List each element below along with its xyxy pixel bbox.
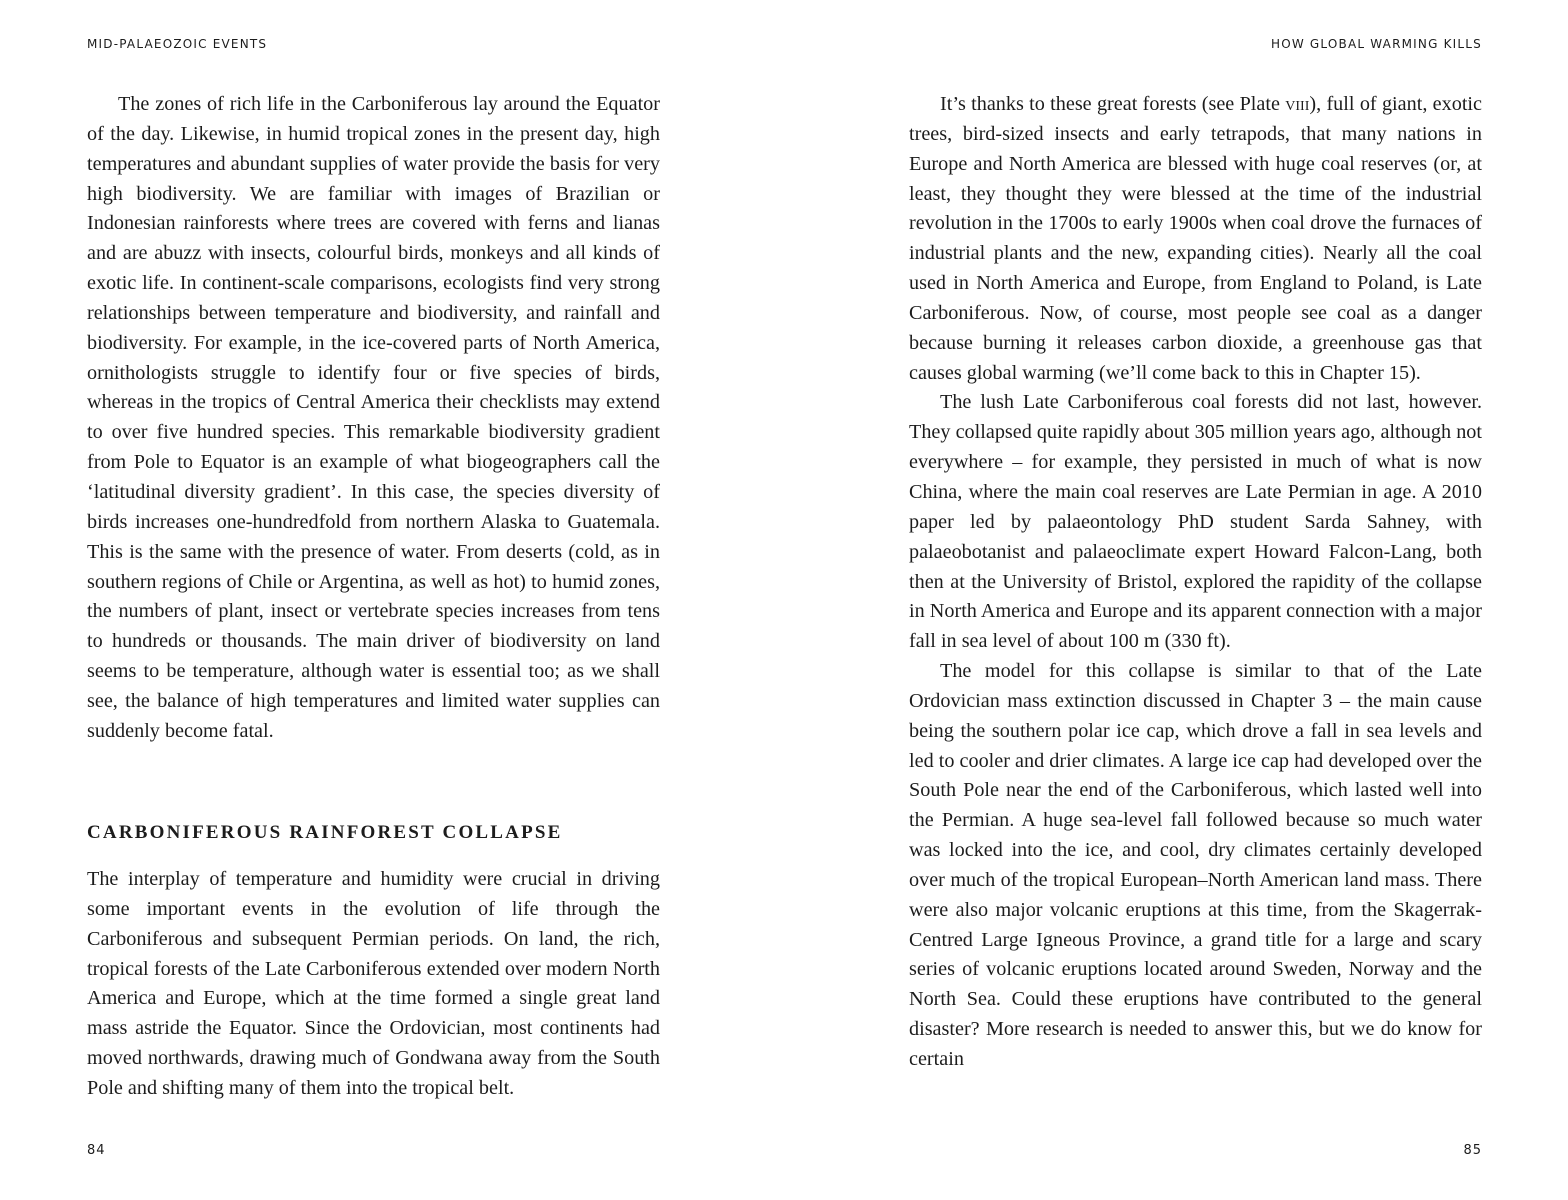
plate-reference: viii: [1285, 93, 1310, 115]
paragraph-text: ), full of giant, exotic trees, bird-sized insects and early tetrapods, that many nations in Europe and North America are blessed with huge coal reserves (or, at least, they thought they were blessed at the time of the industrial revolution in the 1700s to early 1900s when coal drove the furnaces of industrial plants and the new, expanding cities). Nearly all the coal used in North America and Europe, from England to Poland, is Late Carboniferous. Now, of course, most people see coal as a danger because burning it releases carbon dioxide, a greenhouse gas that causes global warming (we’ll come back to this in Chapter 15).: [909, 93, 1483, 384]
paragraph: [909, 90, 1482, 388]
right-page: [784, 0, 1568, 1200]
paragraph-text: It’s thanks to these great forests (see Plate: [940, 93, 1286, 115]
paragraph: The model for this collapse is similar to that of the Late Ordovician mass extinction discussed in Chapter 3 – the main cause being the southern polar ice cap, which drove a fall in sea levels and led to cooler and drier climates. A large ice cap had developed over the South Pole near the end of the Carboniferous, which lasted well into the Permian. A huge sea-level fall followed because so much water was locked into the ice, and cool, dry climates certainly developed over much of the tropical European–North American land mass. There were also major volcanic eruptions at this time, from the Skagerrak-Centred Large Igneous Province, a grand title for a large and scary series of volcanic eruptions located around Sweden, Norway and the North Sea. Could these eruptions have contributed to the general disaster? More research is needed to answer this, but we do know for certain: [909, 660, 1482, 1070]
paragraph: The zones of rich life in the Carboniferous lay around the Equator of the day. Likewise, in humid tropical zones in the present day, high temperatures and abundant supplies of water provide the basis for very high biodiversity. We are familiar with images of Brazilian or Indonesian rainforests where trees are covered with ferns and lianas and are abuzz with insects, colourful birds, monkeys and all kinds of exotic life. In continent-scale comparisons, ecologists find very strong relationships between temperature and biodiversity, and rainfall and biodiversity. For example, in the ice-covered parts of North America, ornithologists struggle to identify four or five species of birds, whereas in the tropics of Central America their checklists may extend to over five hundred species. This remarkable biodiversity gradient from Pole to Equator is an example of what biogeographers call the ‘latitudinal diversity gradient’. In this case, the species diversity of birds increases one-hundredfold from northern Alaska to Guatemala. This is the same with the presence of water. From deserts (cold, as in southern regions of Chile or Argentina, as well as hot) to humid zones, the numbers of plant, insect or vertebrate species increases from tens to hundreds or thousands. The main driver of biodiversity on land seems to be temperature, although water is essential too; as we shall see, the balance of high temperatures and limited water supplies can suddenly become fatal.: [87, 93, 660, 742]
paragraph: The lush Late Carboniferous coal forests did not last, however. They collapsed quite rapidly about 305 million years ago, although not everywhere – for example, they persisted in much of what is now China, where the main coal reserves are Late Permian in age. A 2010 paper led by palaeontology PhD student Sarda Sahney, with palaeobotanist and palaeoclimate expert Howard Falcon-Lang, both then at the University of Bristol, explored the rapidity of the collapse in North America and Europe and its apparent connection with a major fall in sea level of about 100 m (330 ft).: [909, 391, 1482, 653]
body-text-left-top: [87, 90, 660, 747]
section-heading: CARBONIFEROUS RAINFOREST COLLAPSE: [87, 822, 563, 843]
running-head-right: HOW GLOBAL WARMING KILLS: [1270, 37, 1482, 51]
running-head-left: MID-PALAEOZOIC EVENTS: [87, 37, 268, 51]
page-number-right: 85: [1463, 1143, 1482, 1158]
body-text-right: [909, 90, 1482, 1075]
paragraph: The interplay of temperature and humidity were crucial in driving some important events in the evolution of life through the Carboniferous and subsequent Permian periods. On land, the rich, tropical forests of the Late Carboniferous extended over modern North America and Europe, which at the time formed a single great land mass astride the Equator. Since the Ordovician, most continents had moved northwards, drawing much of Gondwana away from the South Pole and shifting many of them into the tropical belt.: [87, 868, 660, 1099]
page-number-left: 84: [87, 1143, 106, 1158]
body-text-left-bottom: [87, 865, 660, 1104]
